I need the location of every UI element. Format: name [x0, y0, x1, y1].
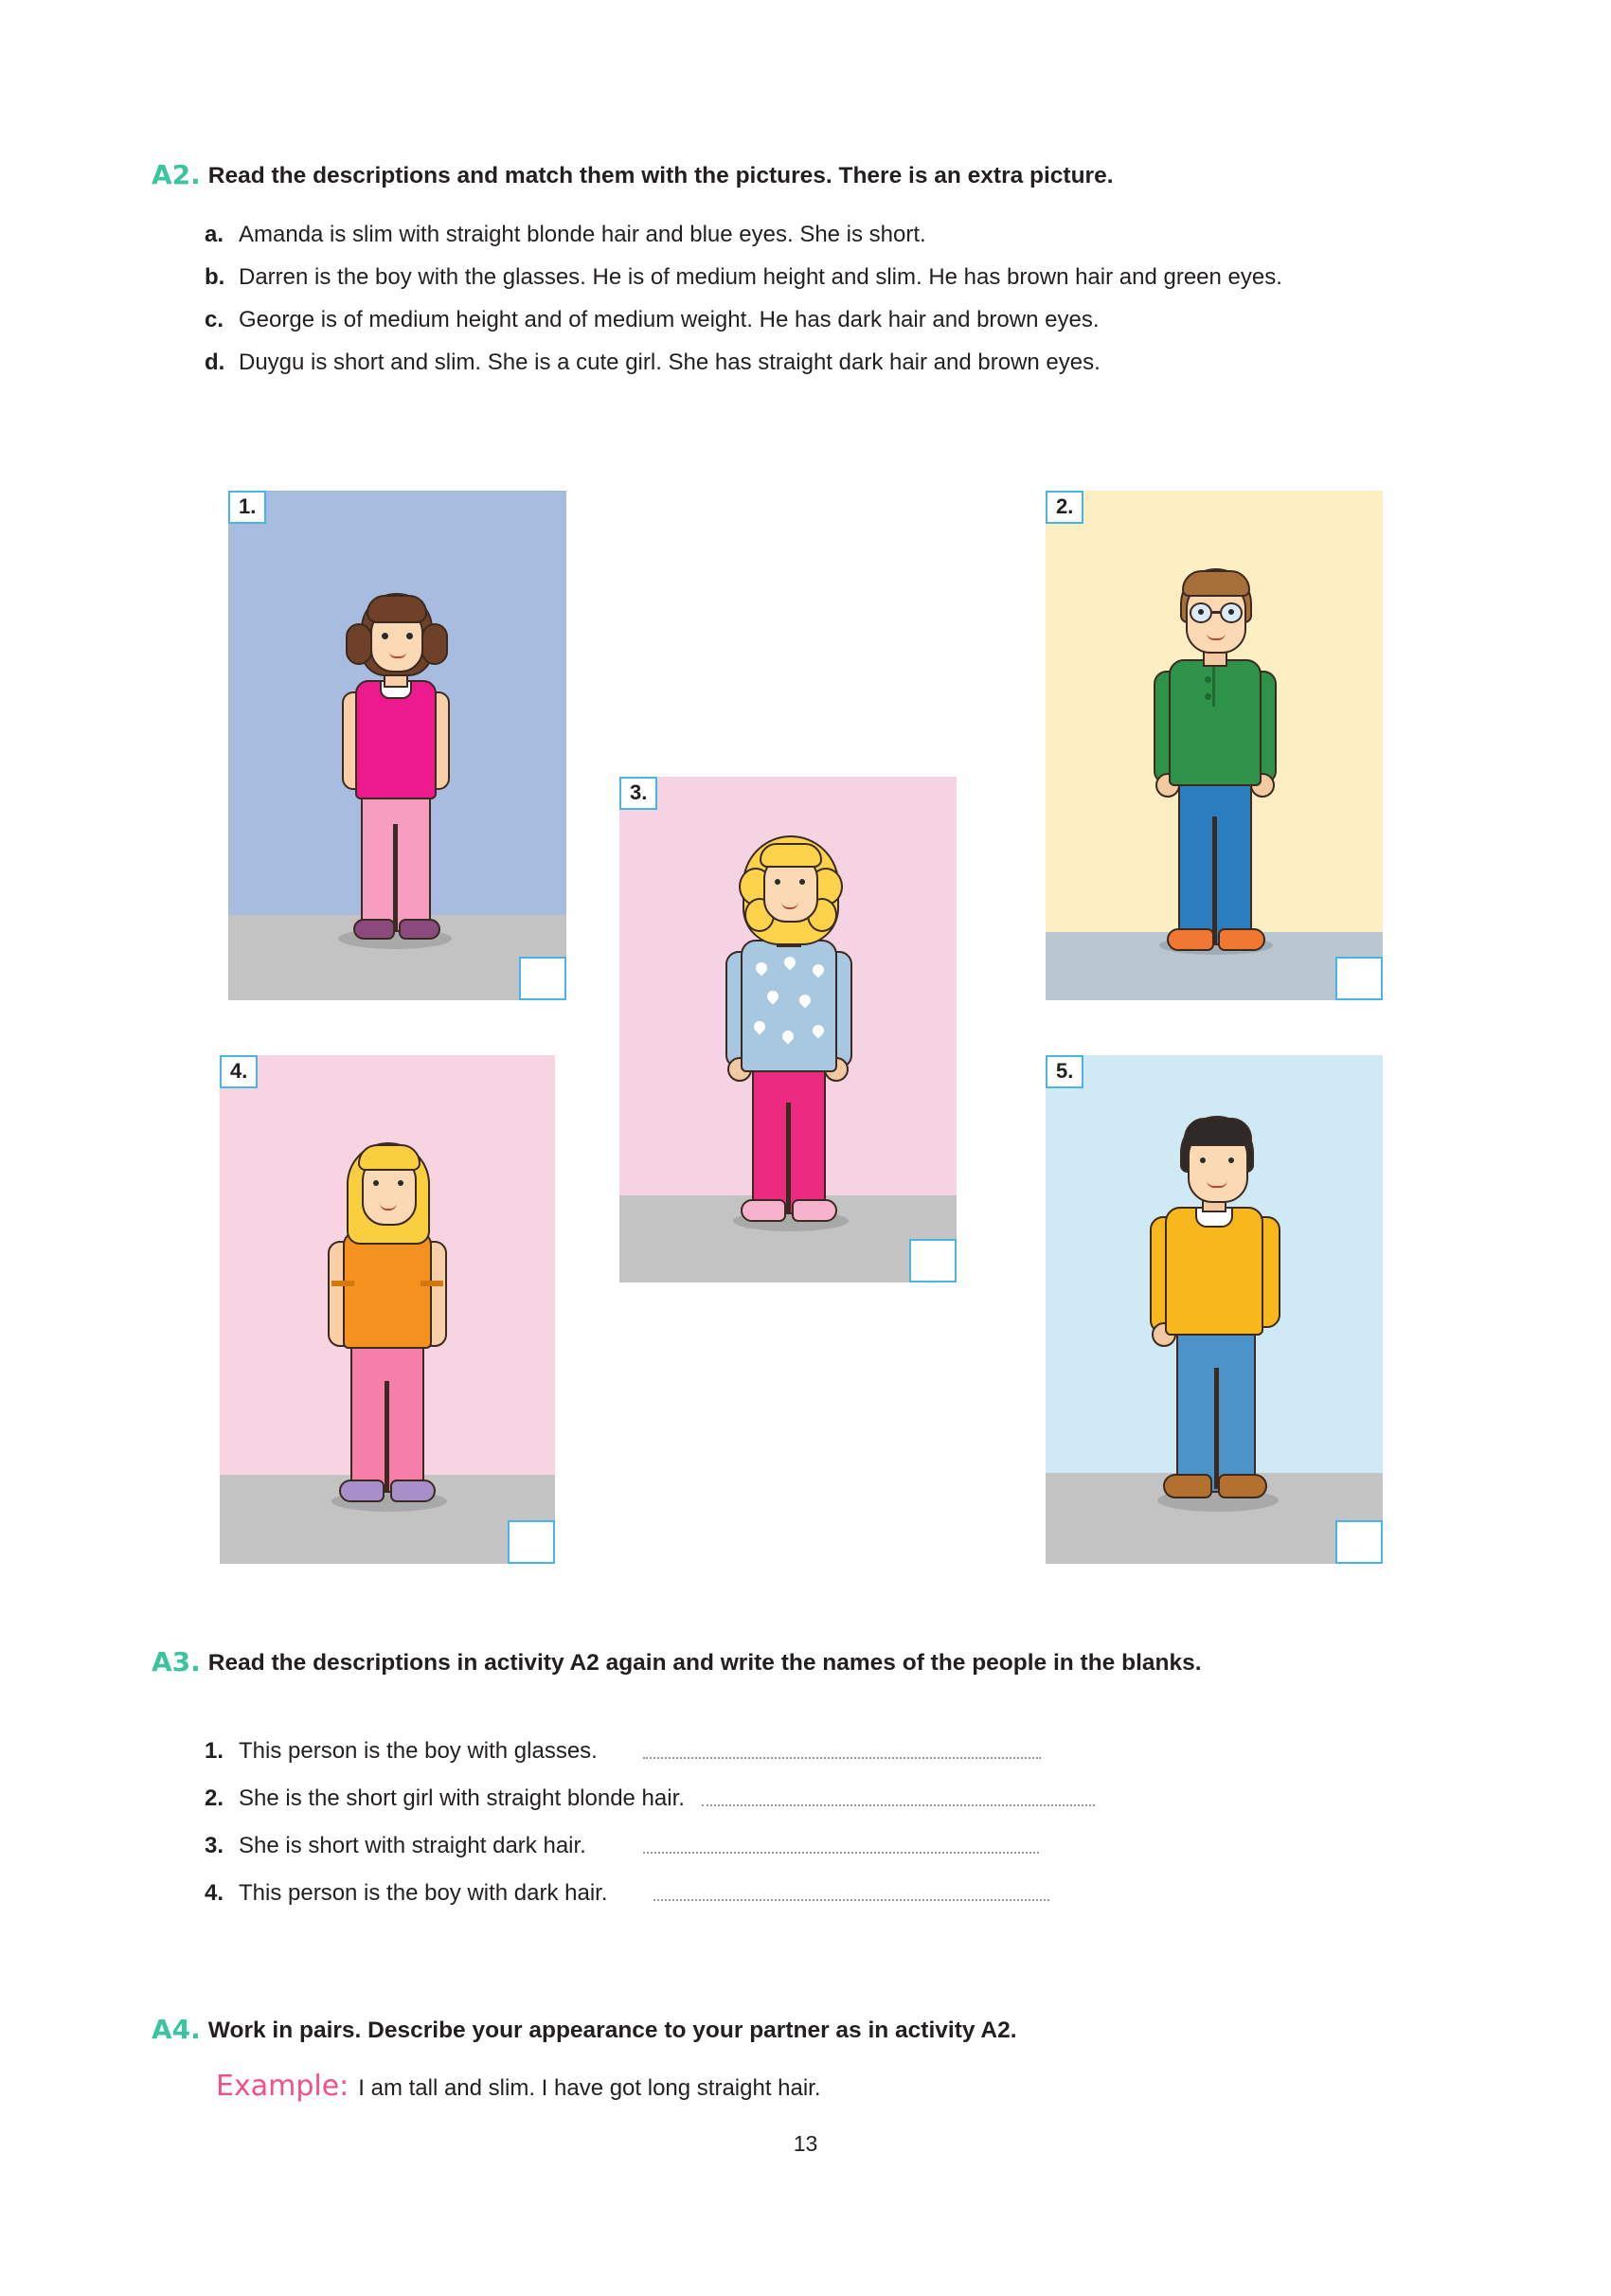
- picture-number-badge: 4.: [220, 1055, 258, 1088]
- question-number: 3.: [205, 1833, 224, 1858]
- answer-box-2[interactable]: [1335, 957, 1383, 1000]
- activity-a4-code: A4.: [152, 2014, 201, 2045]
- figure-boy-dark-hair: [1046, 1055, 1383, 1564]
- example-label: Example:: [216, 2070, 349, 2103]
- picture-1: [228, 491, 566, 1000]
- activity-a4-instruction: Work in pairs. Describe your appearance to your partner as in activity A2.: [207, 2018, 1017, 2043]
- question-number: 1.: [205, 1738, 224, 1764]
- picture-number-badge: 3.: [619, 777, 657, 810]
- picture-number-badge: 1.: [228, 491, 266, 524]
- picture-3: [619, 777, 957, 1283]
- list-item-label: b.: [205, 264, 225, 290]
- question-text: This person is the boy with dark hair.: [239, 1880, 608, 1906]
- picture-number-badge: 5.: [1046, 1055, 1083, 1088]
- activity-a4-heading: [152, 2014, 1383, 2048]
- list-item-label: c.: [205, 307, 224, 332]
- picture-2: [1046, 491, 1383, 1000]
- figure-girl-dark-ponytails: [228, 491, 566, 1000]
- question-text: This person is the boy with glasses.: [239, 1738, 598, 1764]
- list-item: [205, 303, 1426, 337]
- answer-blank-2[interactable]: [702, 1803, 1095, 1806]
- question-row: [205, 1880, 1436, 1907]
- list-item: [205, 346, 1426, 380]
- answer-blank-1[interactable]: [643, 1756, 1041, 1759]
- answer-box-4[interactable]: [508, 1520, 555, 1564]
- question-text: She is short with straight dark hair.: [239, 1833, 586, 1858]
- list-item-label: a.: [205, 222, 224, 247]
- answer-box-3[interactable]: [909, 1239, 957, 1283]
- question-row: [205, 1833, 1436, 1859]
- answer-box-5[interactable]: [1335, 1520, 1383, 1564]
- answer-blank-3[interactable]: [643, 1851, 1039, 1854]
- picture-5: [1046, 1055, 1383, 1564]
- question-row: [205, 1785, 1436, 1812]
- question-number: 4.: [205, 1880, 224, 1906]
- example-block: [216, 2070, 821, 2103]
- question-text: She is the short girl with straight blonde hair.: [239, 1785, 685, 1811]
- activity-a3-code: A3.: [152, 1646, 201, 1677]
- answer-box-1[interactable]: [519, 957, 566, 1000]
- activity-a2-heading: [152, 159, 1477, 193]
- list-item-text: Duygu is short and slim. She is a cute girl. She has straight dark hair and brown eyes.: [239, 350, 1101, 375]
- list-item: [205, 260, 1426, 295]
- activity-a2-code: A2.: [152, 159, 201, 190]
- activity-a3-instruction: Read the descriptions in activity A2 again and write the names of the people in the blanks.: [207, 1650, 1202, 1676]
- activity-a3-questions: [205, 1738, 1436, 1928]
- question-number: 2.: [205, 1785, 224, 1811]
- figure-girl-straight-blonde: [220, 1055, 555, 1564]
- activity-a3-heading: [152, 1646, 1316, 1680]
- figure-girl-curly-blonde: [619, 777, 957, 1283]
- example-text: I am tall and slim. I have got long straight hair.: [358, 2075, 821, 2101]
- picture-number-badge: 2.: [1046, 491, 1083, 524]
- page-number: 13: [793, 2131, 818, 2156]
- picture-4: [220, 1055, 555, 1564]
- list-item-text: Darren is the boy with the glasses. He is of medium height and slim. He has brown hair and green eyes.: [239, 264, 1282, 290]
- list-item-text: Amanda is slim with straight blonde hair and blue eyes. She is short.: [239, 222, 926, 247]
- question-row: [205, 1738, 1436, 1765]
- figure-boy-glasses: [1046, 491, 1383, 1000]
- activity-a2-instruction: Read the descriptions and match them with the pictures. There is an extra picture.: [207, 163, 1114, 188]
- list-item: [205, 218, 1426, 252]
- list-item-label: d.: [205, 350, 225, 375]
- answer-blank-4[interactable]: [653, 1898, 1049, 1901]
- list-item-text: George is of medium height and of medium weight. He has dark hair and brown eyes.: [239, 307, 1100, 332]
- activity-a2-items: [205, 218, 1426, 388]
